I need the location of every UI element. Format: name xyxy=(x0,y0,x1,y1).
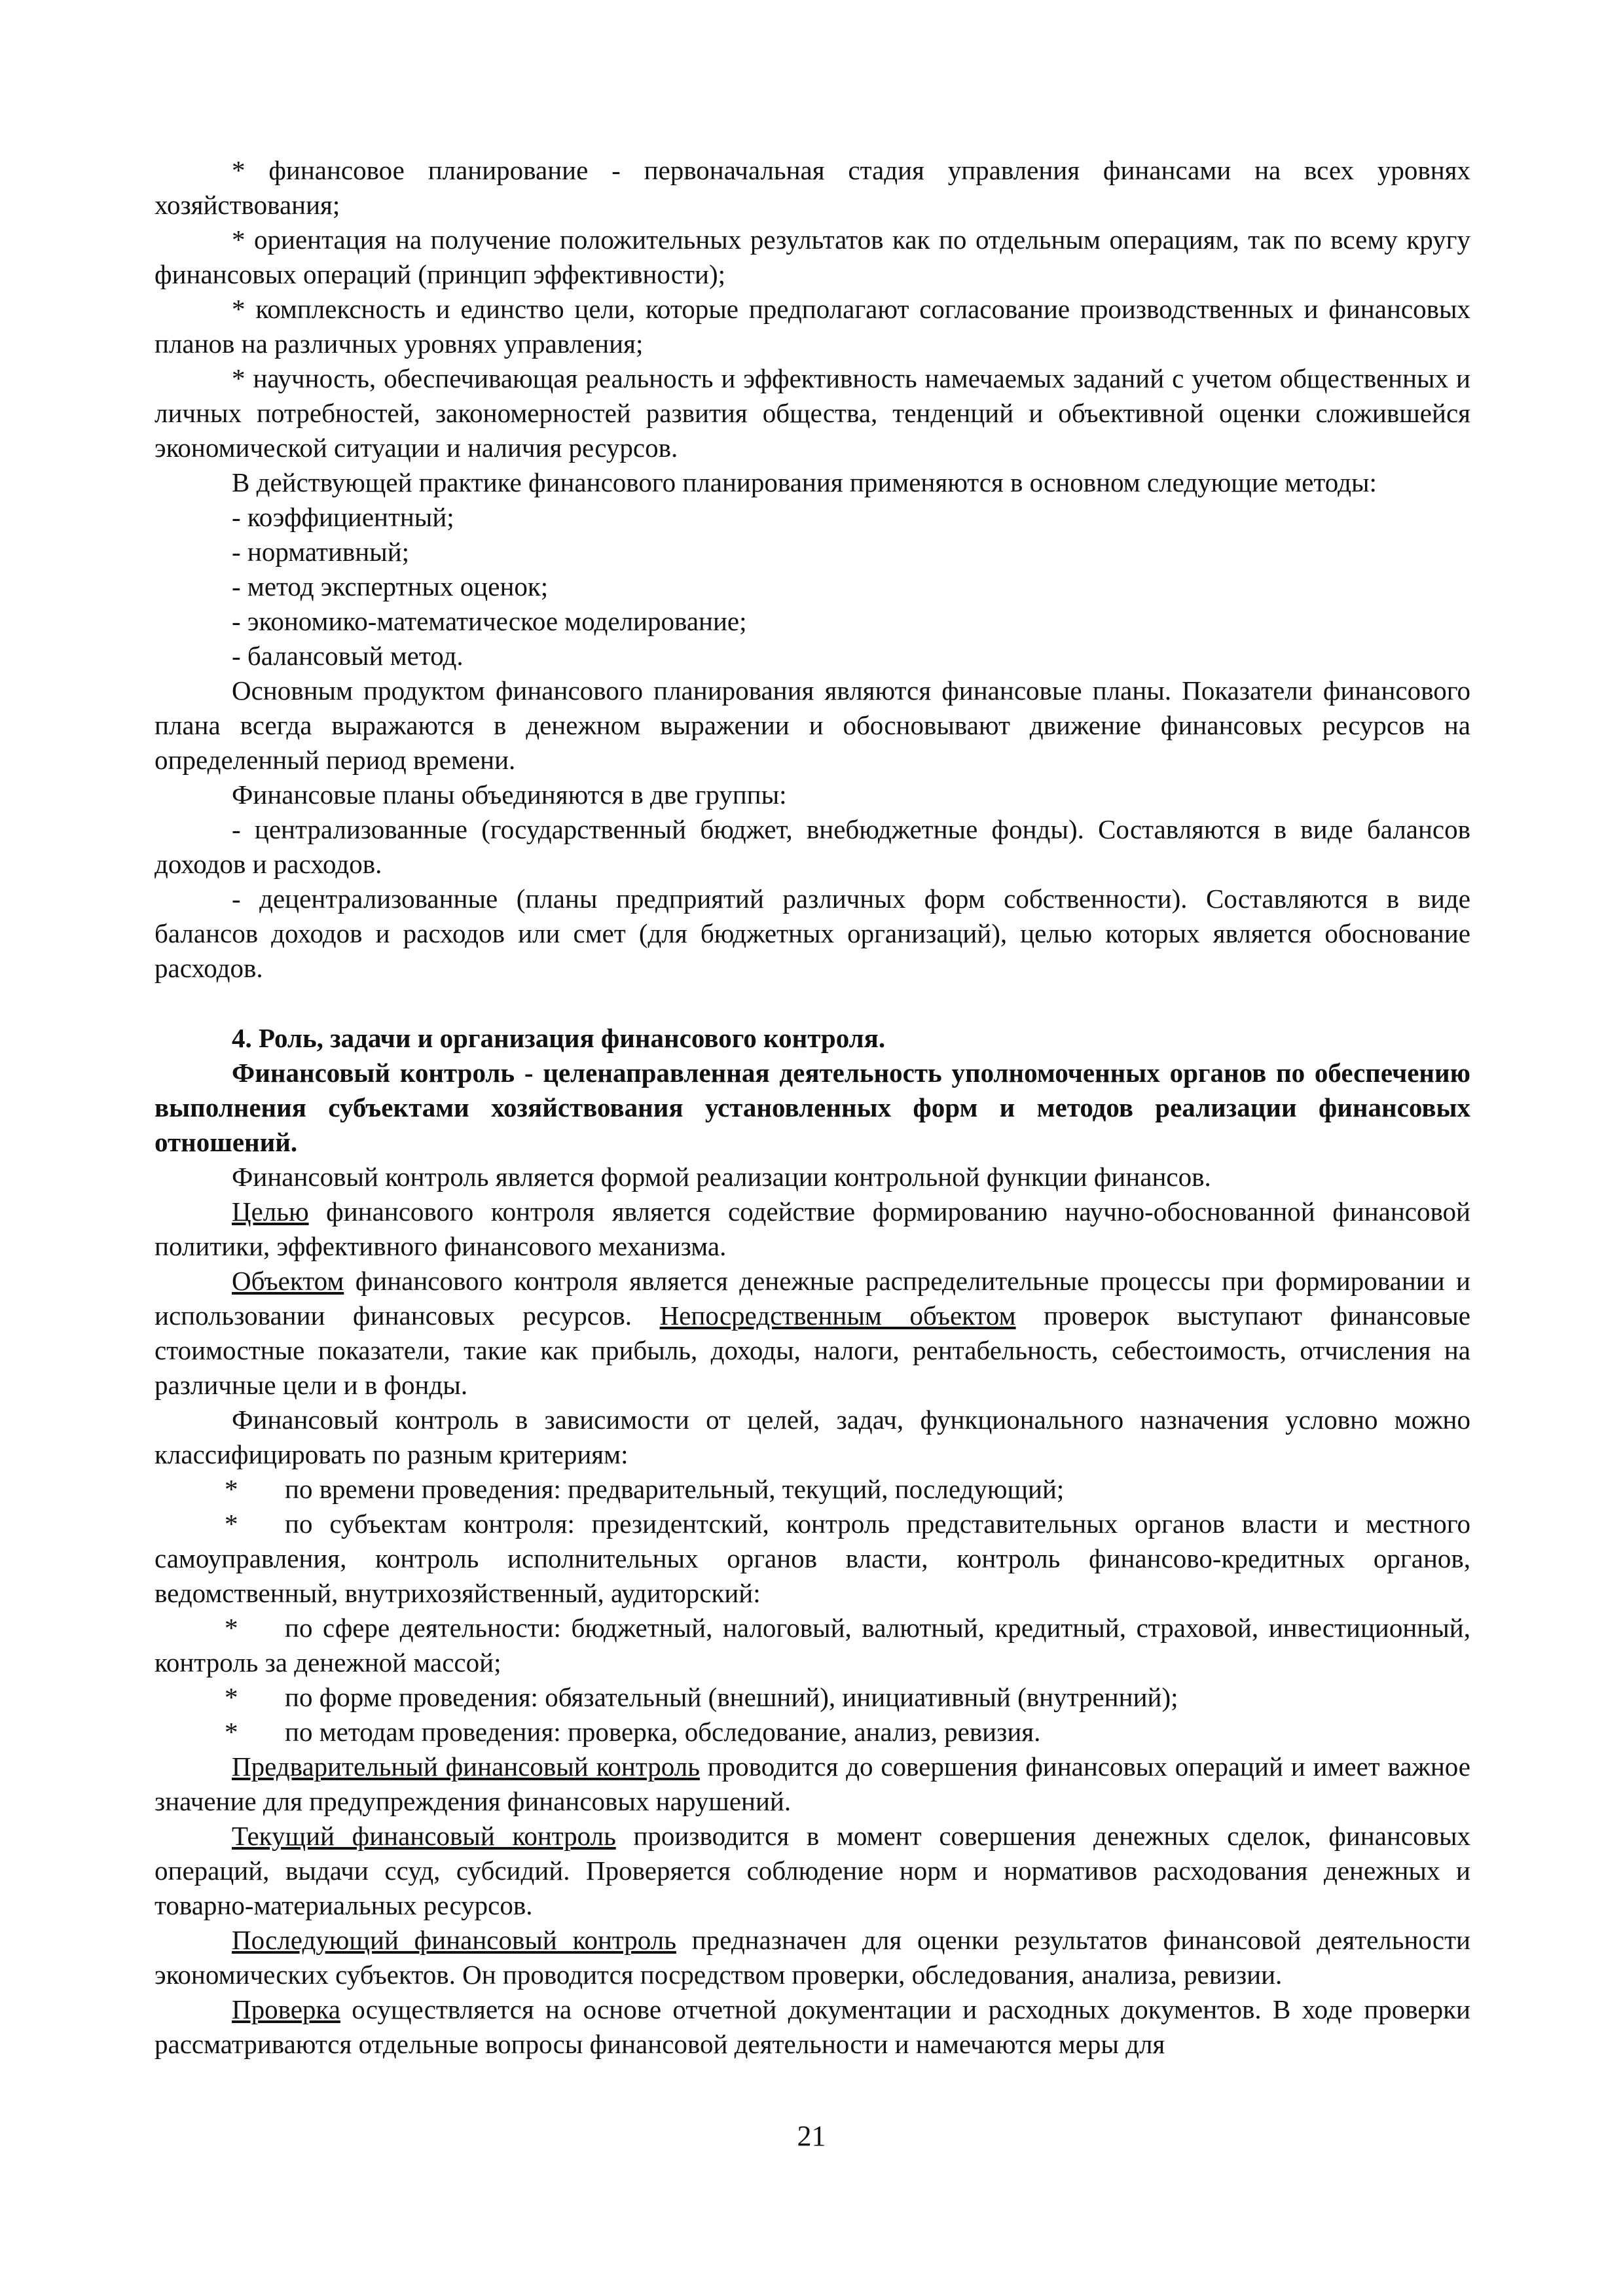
criteria-text: по методам проведения: проверка, обследование, анализ, ревизия. xyxy=(285,1717,1041,1747)
bullet-star: * xyxy=(225,1613,238,1643)
bullet-star: * xyxy=(225,1474,238,1504)
term-subsequent-control: Последующий финансовый контроль xyxy=(232,1925,676,1955)
paragraph-text: проводится до совершения финансовых операций и имеет важное значение для предупреждения финансовых нарушений. xyxy=(155,1751,1470,1816)
principle-scientific: * научность, обеспечивающая реальность и эффективность намечаемых заданий с учетом общественных и личных потребностей, закономерностей развития общества, тенденций и объективной оценки сложившейся экономической ситуации и наличия ресурсов. xyxy=(155,363,1470,463)
principle-efficiency: * ориентация на получение положительных результатов как по отдельным операциям, так по всему кругу финансовых операций (принцип эффективности); xyxy=(155,224,1470,289)
control-definition: Финансовый контроль - целенаправленная деятельность уполномоченных органов по обеспечению выполнения субъектами хозяйствования установленных форм и методов реализации финансовых отношений. xyxy=(155,1058,1470,1157)
paragraph-text: финансового контроля является денежные распределительные процессы при формировании и использовании финансовых ресурсов. xyxy=(155,1266,1470,1331)
paragraph-text: производится в момент совершения денежных сделок, финансовых операций, выдачи ссуд, субсидий. Проверяется соблюдение норм и нормативов расходования денежных и товарно-материальных ресурсов. xyxy=(155,1821,1470,1920)
plans-centralized: - централизованные (государственный бюджет, внебюджетные фонды). Составляются в виде балансов доходов и расходов. xyxy=(155,814,1470,879)
term-inspection: Проверка xyxy=(232,1994,340,2024)
term-object: Объектом xyxy=(232,1266,344,1296)
control-object-paragraph xyxy=(155,1264,1470,1403)
criteria-text: по форме проведения: обязательный (внешний), инициативный (внутренний); xyxy=(285,1682,1178,1712)
term-preliminary-control: Предварительный финансовый контроль xyxy=(232,1751,700,1782)
term-current-control: Текущий финансовый контроль xyxy=(232,1821,616,1851)
method-item: - коэффициентный; xyxy=(232,502,454,532)
criteria-item xyxy=(155,1680,1470,1715)
page-body xyxy=(155,153,1470,2062)
paragraph-text: предназначен для оценки результатов финансовой деятельности экономических субъектов. Он проводится посредством проверки, обследования, анализа, ревизии. xyxy=(155,1925,1470,1990)
method-item: - экономико-математическое моделирование; xyxy=(232,606,747,636)
control-classification-intro: Финансовый контроль в зависимости от целей, задач, функционального назначения условно можно классифицировать по разным критериям: xyxy=(155,1405,1470,1469)
method-item: - балансовый метод. xyxy=(232,641,464,671)
paragraph-text: осуществляется на основе отчетной документации и расходных документов. В ходе проверки рассматриваются отдельные вопросы финансовой деятельности и намечаются меры для xyxy=(155,1994,1470,2059)
criteria-text: по сфере деятельности: бюджетный, налоговый, валютный, кредитный, страховой, инвестиционный, контроль за денежной массой; xyxy=(155,1613,1470,1677)
criteria-item xyxy=(155,1472,1470,1507)
subsequent-control-paragraph xyxy=(155,1923,1470,1992)
plans-product-paragraph: Основным продуктом финансового планирования являются финансовые планы. Показатели финансового плана всегда выражаются в денежном выражении и обосновывают движение финансовых ресурсов на определенный период времени. xyxy=(155,675,1470,775)
preliminary-control-paragraph xyxy=(155,1749,1470,1819)
criteria-item xyxy=(155,1715,1470,1749)
method-item: - нормативный; xyxy=(232,537,410,567)
criteria-text: по субъектам контроля: президентский, контроль представительных органов власти и местного самоуправления, контроль исполнительных органов власти, контроль финансово-кредитных органов, ведомственный, внутрихозяйственный, аудиторский: xyxy=(155,1509,1470,1608)
current-control-paragraph xyxy=(155,1819,1470,1923)
paragraph-text: проверок выступают финансовые стоимостные показатели, такие как прибыль, доходы, налоги, рентабельность, себестоимость, отчисления на различные цели и в фонды. xyxy=(155,1300,1471,1400)
page-number: 21 xyxy=(797,2120,826,2152)
control-form-paragraph: Финансовый контроль является формой реализации контрольной функции финансов. xyxy=(232,1162,1211,1192)
term-goal: Целью xyxy=(232,1196,309,1227)
plans-groups-intro: Финансовые планы объединяются в две группы: xyxy=(232,780,787,810)
paragraph-text: финансового контроля является содействие формированию научно-обоснованной финансовой политики, эффективного финансового механизма. xyxy=(155,1196,1470,1261)
criteria-item xyxy=(155,1611,1470,1680)
bullet-star: * xyxy=(225,1717,238,1747)
plans-decentralized: - децентрализованные (планы предприятий различных форм собственности). Составляются в виде балансов доходов и расходов или смет (для бюджетных организаций), целью которых является обоснование расходов. xyxy=(155,884,1470,983)
section-heading: 4. Роль, задачи и организация финансового контроля. xyxy=(232,1023,886,1053)
inspection-paragraph xyxy=(155,1992,1470,2062)
criteria-text: по времени проведения: предварительный, текущий, последующий; xyxy=(285,1474,1065,1504)
principle-planning: * финансовое планирование - первоначальная стадия управления финансами на всех уровнях хозяйствования; xyxy=(155,155,1470,220)
principle-complexity: * комплексность и единство цели, которые предполагают согласование производственных и финансовых планов на различных уровнях управления; xyxy=(155,294,1470,359)
bullet-star: * xyxy=(225,1509,238,1539)
term-direct-object: Непосредственным объектом xyxy=(659,1300,1016,1331)
control-goal-paragraph xyxy=(155,1194,1470,1264)
bullet-star: * xyxy=(225,1682,238,1712)
method-item: - метод экспертных оценок; xyxy=(232,571,549,601)
criteria-item xyxy=(155,1507,1470,1611)
methods-intro: В действующей практике финансового планирования применяются в основном следующие методы: xyxy=(232,467,1377,497)
